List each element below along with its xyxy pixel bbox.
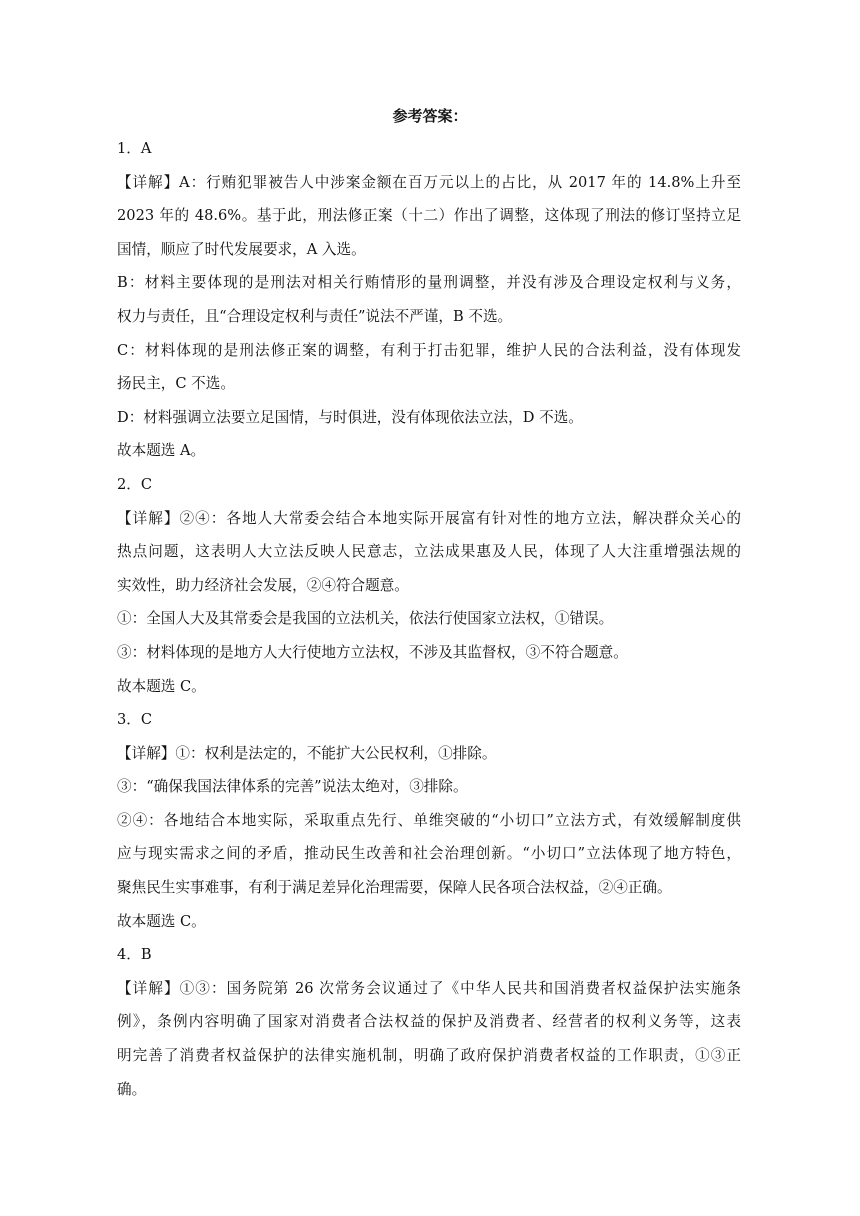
text-line: 国情，顺应了时代发展要求，A 入选。: [117, 240, 366, 258]
text-line: 【详解】①③：国务院第 26 次常务会议通过了《中华人民共和国消费者权益保护法实施条: [117, 979, 741, 997]
text-line: C：材料体现的是刑法修正案的调整，有利于打击犯罪，维护人民的合法利益，没有体现发: [117, 341, 741, 359]
text-line: 4．B: [117, 946, 152, 964]
answer-content: [117, 132, 741, 1106]
text-line: 扬民主，C 不选。: [117, 375, 235, 393]
text-line: 故本题选 C。: [117, 912, 206, 930]
text-line: 聚焦民生实事难事，有利于满足差异化治理需要，保障人民各项合法权益，②④正确。: [117, 879, 672, 897]
text-line: 实效性，助力经济社会发展，②④符合题意。: [117, 576, 409, 594]
text-line: 2．C: [117, 475, 153, 493]
text-line: 【详解】①：权利是法定的，不能扩大公民权利，①排除。: [117, 744, 497, 762]
text-line: ①：全国人大及其常委会是我国的立法机关，依法行使国家立法权，①错误。: [117, 610, 614, 628]
text-line: ③：“确保我国法律体系的完善”说法太绝对，③排除。: [117, 778, 468, 796]
text-line: 【详解】②④：各地人大常委会结合本地实际开展富有针对性的地方立法，解决群众关心的: [117, 509, 741, 527]
text-line: B：材料主要体现的是刑法对相关行贿情形的量刑调整，并没有涉及合理设定权利与义务，: [117, 274, 741, 292]
text-line: D：材料强调立法要立足国情，与时俱进，没有体现依法立法，D 不选。: [117, 408, 583, 426]
text-line: 2023 年的 48.6%。基于此，刑法修正案（十二）作出了调整，这体现了刑法的修订坚持立足: [117, 207, 741, 225]
text-line: 3．C: [117, 711, 153, 729]
text-line: 明完善了消费者权益保护的法律实施机制，明确了政府保护消费者权益的工作职责，①③正: [117, 1047, 741, 1065]
text-line: 权力与责任，且“合理设定权利与责任”说法不严谨，B 不选。: [117, 307, 513, 325]
text-line: 故本题选 A。: [117, 442, 206, 460]
text-line: 故本题选 C。: [117, 677, 206, 695]
text-line: 例》，条例内容明确了国家对消费者合法权益的保护及消费者、经营者的权利义务等，这表: [117, 1013, 741, 1031]
text-line: 热点问题，这表明人大立法反映人民意志，立法成果惠及人民，体现了人大注重增强法规的: [117, 543, 741, 561]
text-line: 【详解】A：行贿犯罪被告人中涉案金额在百万元以上的占比，从 2017 年的 14.8%上升至: [117, 173, 741, 191]
page-title: 参考答案：: [392, 107, 468, 125]
text-line: 应与现实需求之间的矛盾，推动民生改善和社会治理创新。“小切口”立法体现了地方特色，: [117, 845, 741, 863]
text-line: 确。: [117, 1080, 147, 1098]
text-line: ③：材料体现的是地方人大行使地方立法权，不涉及其监督权，③不符合题意。: [117, 643, 628, 661]
text-line: 1．A: [117, 140, 152, 157]
text-line: ②④：各地结合本地实际，采取重点先行、单维突破的“小切口”立法方式，有效缓解制度供: [117, 811, 741, 829]
